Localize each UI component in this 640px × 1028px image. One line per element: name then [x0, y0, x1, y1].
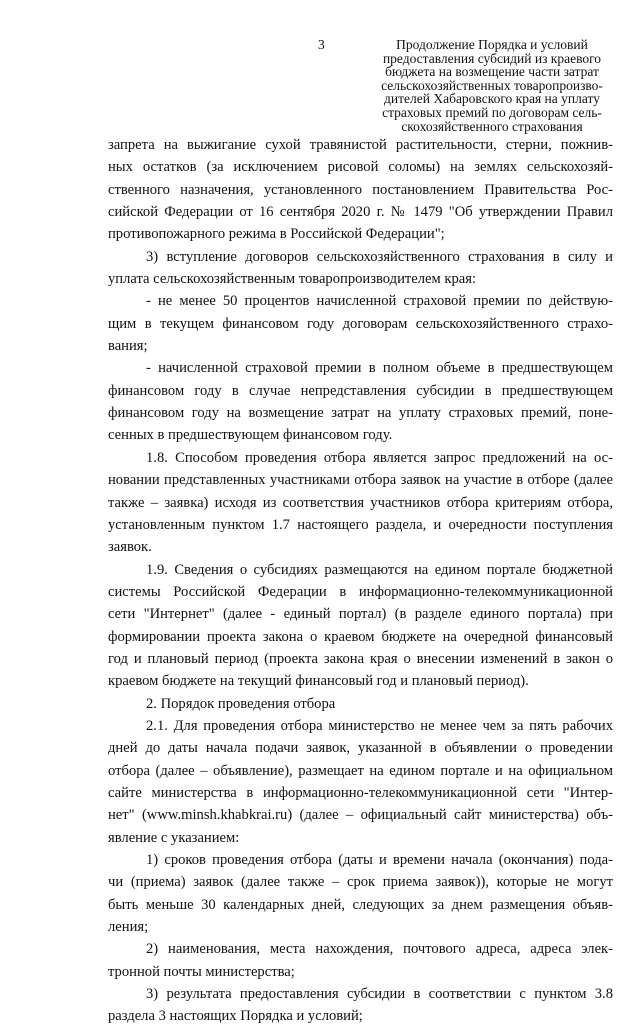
header-line: бюджета на возмещение части затрат [385, 64, 599, 80]
text-line: нет" (www.minsh.khabkrai.ru) (далее – официальный сайт министерства) объ- [108, 807, 613, 824]
text-line: щим в текущем финансовом году договорам сельскохозяйственного страхо- [108, 315, 613, 332]
text-line: противопожарного режима в Российской Федерации"; [108, 226, 445, 243]
text-line: новании представленных участниками отбора заявок на участие в отборе (далее [108, 472, 613, 489]
text-line: 1.8. Способом проведения отбора является запрос предложений на ос- [146, 449, 613, 466]
header-line: страховых премий по договорам сель- [382, 104, 602, 120]
text-line: тронной почты министерства; [108, 963, 295, 980]
header-line: скохозяйственного страхования [401, 118, 583, 134]
text-line: сайте министерства в информационно-телекоммуникационной сети "Интер- [108, 784, 613, 801]
text-line: 3) результата предоставления субсидии в соответствии с пунктом 3.8 [146, 986, 613, 1003]
text-line: год и плановый период (проекта закона края о внесении изменений в закон о [108, 650, 613, 667]
text-line: явление с указанием: [108, 829, 240, 846]
text-line: 2. Порядок проведения отбора [146, 695, 336, 712]
text-line: сети "Интернет" (далее - единый портал) (в разделе единого портала) при [108, 606, 613, 623]
text-line: вания; [108, 338, 148, 355]
text-line: дней до даты начала подачи заявок, указанной в объявлении о проведении [108, 740, 613, 757]
text-line: установленным пунктом 1.7 настоящего раздела, и очередности поступления [108, 516, 613, 533]
text-line: отбора (далее – объявление), размещает на едином портале и на официальном [108, 762, 613, 779]
header-line: сельскохозяйственных товаропроизво- [381, 77, 603, 93]
text-line: системы Российской Федерации в информационно-телекоммуникационной [108, 583, 613, 600]
text-line: сийской Федерации от 16 сентября 2020 г. № 1479 "Об утверждении Правил [108, 204, 613, 221]
text-line: раздела 3 настоящих Порядка и условий; [108, 1008, 363, 1025]
page-number: 3 [318, 37, 325, 52]
text-line: быть меньше 30 календарных дней, следующих за днем размещения объяв- [108, 896, 613, 913]
text-line: 1) сроков проведения отбора (даты и времени начала (окончания) пода- [146, 852, 613, 868]
document-header [368, 38, 616, 133]
text-line: 2) наименования, места нахождения, почтового адреса, адреса элек- [146, 941, 613, 958]
text-line: уплата сельскохозяйственным товаропроизводителем края: [108, 271, 477, 288]
text-line: финансовом году в случае непредставления субсидии в предшествующем [108, 382, 613, 399]
text-line: ления; [108, 919, 149, 936]
document-body [108, 134, 613, 1028]
text-line: финансовом году на возмещение затрат на уплату страховых премий, поне- [108, 405, 613, 422]
text-line: запрета на выжигание сухой травянистой растительности, стерни, пожнив- [108, 137, 613, 153]
text-line: ных остатков (за исключением рисовой соломы) на землях сельскохозяй- [108, 159, 613, 176]
header-line: дителей Хабаровского края на уплату [384, 91, 600, 107]
text-line: 2.1. Для проведения отбора министерство не менее чем за пять рабочих [146, 717, 613, 734]
text-line: - начисленной страховой премии в полном объеме в предшествующем [146, 360, 613, 377]
text-line: - не менее 50 процентов начисленной страховой премии по действую- [146, 293, 613, 310]
text-line: 3) вступление договоров сельскохозяйственного страхования в силу и [146, 248, 613, 265]
text-line: сенных в предшествующем финансовом году. [108, 427, 393, 444]
text-line: формировании проекта закона о краевом бюджете на очередной финансовый [108, 628, 613, 645]
text-line: 1.9. Сведения о субсидиях размещаются на едином портале бюджетной [146, 561, 613, 578]
text-line: чи (приема) заявок (далее также – срок приема заявок)), которые не могут [108, 874, 613, 891]
text-line: ственного назначения, установленного постановлением Правительства Рос- [108, 181, 613, 198]
text-line: также – заявка) исходя из соответствия участников отбора критериям отбора, [108, 494, 613, 511]
text-line: краевом бюджете на текущий финансовый год и плановый период). [108, 673, 529, 690]
text-line: заявок. [108, 539, 152, 556]
header-line: Продолжение Порядка и условий [396, 37, 588, 52]
header-line: предоставления субсидий из краевого [382, 50, 602, 66]
